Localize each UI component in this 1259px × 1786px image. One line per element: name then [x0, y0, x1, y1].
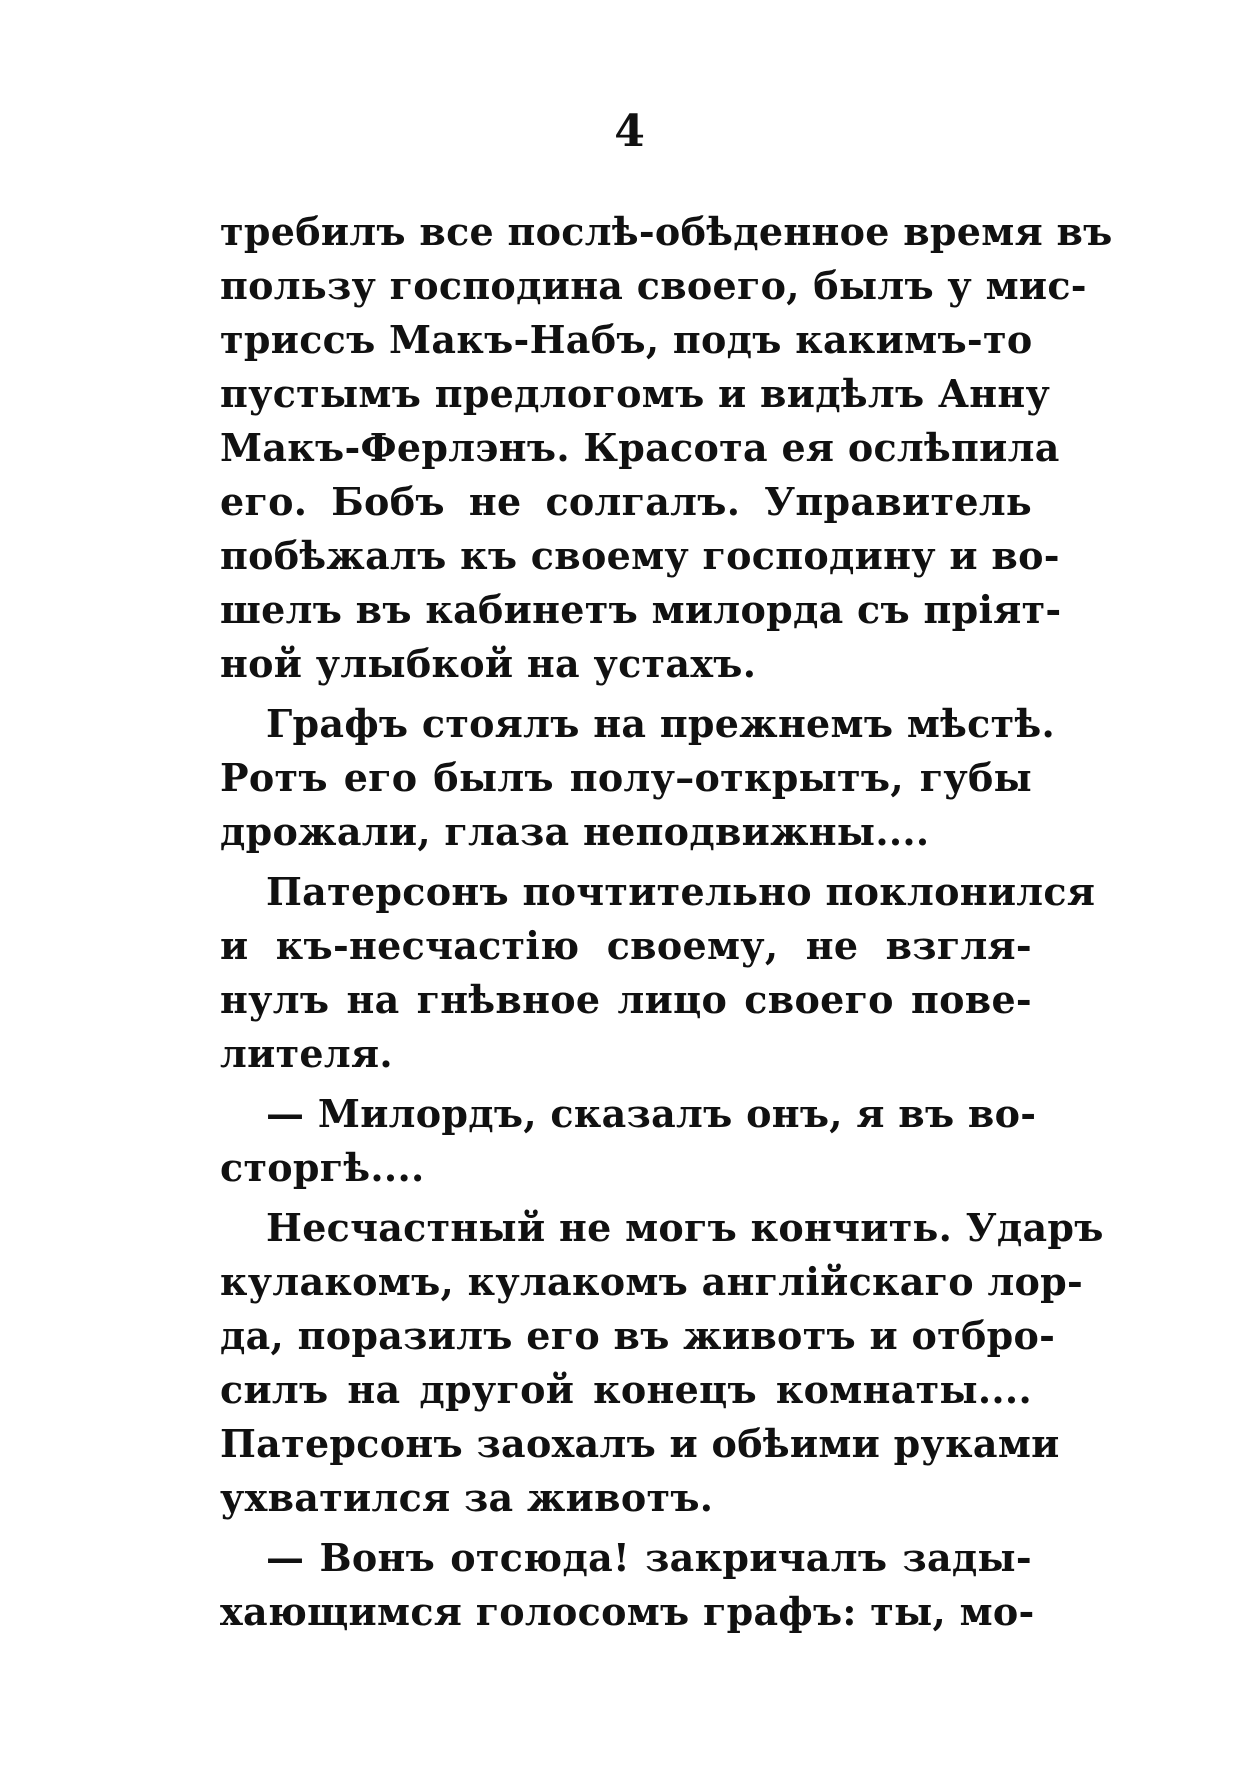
text-line: лителя. — [220, 1031, 393, 1076]
text-line: пользу господина своего, былъ у мис- — [220, 263, 1087, 308]
text-line: требилъ все послѣ-обѣденное время въ — [220, 209, 1113, 254]
text-line: хающимся голосомъ графъ: ты, мо- — [220, 1589, 1035, 1634]
text-line: нулъ на гнѣвное лицо своего пове- — [220, 977, 1032, 1022]
text-line: силъ на другой конецъ комнаты.... — [220, 1367, 1032, 1412]
text-line: Макъ-Ферлэнъ. Красота ея ослѣпила — [220, 425, 1060, 470]
body-text — [220, 205, 1113, 1639]
text-line: сторгѣ.... — [220, 1145, 425, 1190]
text-line: дрожали, глаза неподвижны.... — [220, 809, 930, 854]
text-line: и къ-несчастію своему, не взгля- — [220, 923, 1032, 968]
text-line: побѣжалъ къ своему господину и во- — [220, 533, 1060, 578]
text-line: — Вонъ отсюда! закричалъ зады- — [266, 1535, 1032, 1580]
text-line: шелъ въ кабинетъ милорда съ пріят- — [220, 587, 1062, 632]
text-line: пустымъ предлогомъ и видѣлъ Анну — [220, 371, 1051, 416]
text-line: — Милордъ, сказалъ онъ, я въ во- — [266, 1091, 1037, 1136]
text-line: ной улыбкой на устахъ. — [220, 641, 757, 686]
text-line: Ротъ его былъ полу–открытъ, губы — [220, 755, 1032, 800]
text-line: Графъ стоялъ на прежнемъ мѣстѣ. — [266, 701, 1055, 746]
text-line: да, поразилъ его въ животъ и отбро- — [220, 1313, 1056, 1358]
text-line: кулакомъ, кулакомъ англійскаго лор- — [220, 1259, 1084, 1304]
text-line: ухватился за животъ. — [220, 1475, 714, 1520]
text-line: Несчастный не могъ кончить. Ударъ — [266, 1205, 1104, 1250]
page-number: 4 — [614, 106, 645, 157]
text-line: триссъ Макъ-Набъ, подъ какимъ-то — [220, 317, 1033, 362]
text-line: его. Бобъ не солгалъ. Управитель — [220, 479, 1032, 524]
text-line: Патерсонъ почтительно поклонился — [266, 869, 1096, 914]
text-line: Патерсонъ заохалъ и обѣими руками — [220, 1421, 1060, 1466]
